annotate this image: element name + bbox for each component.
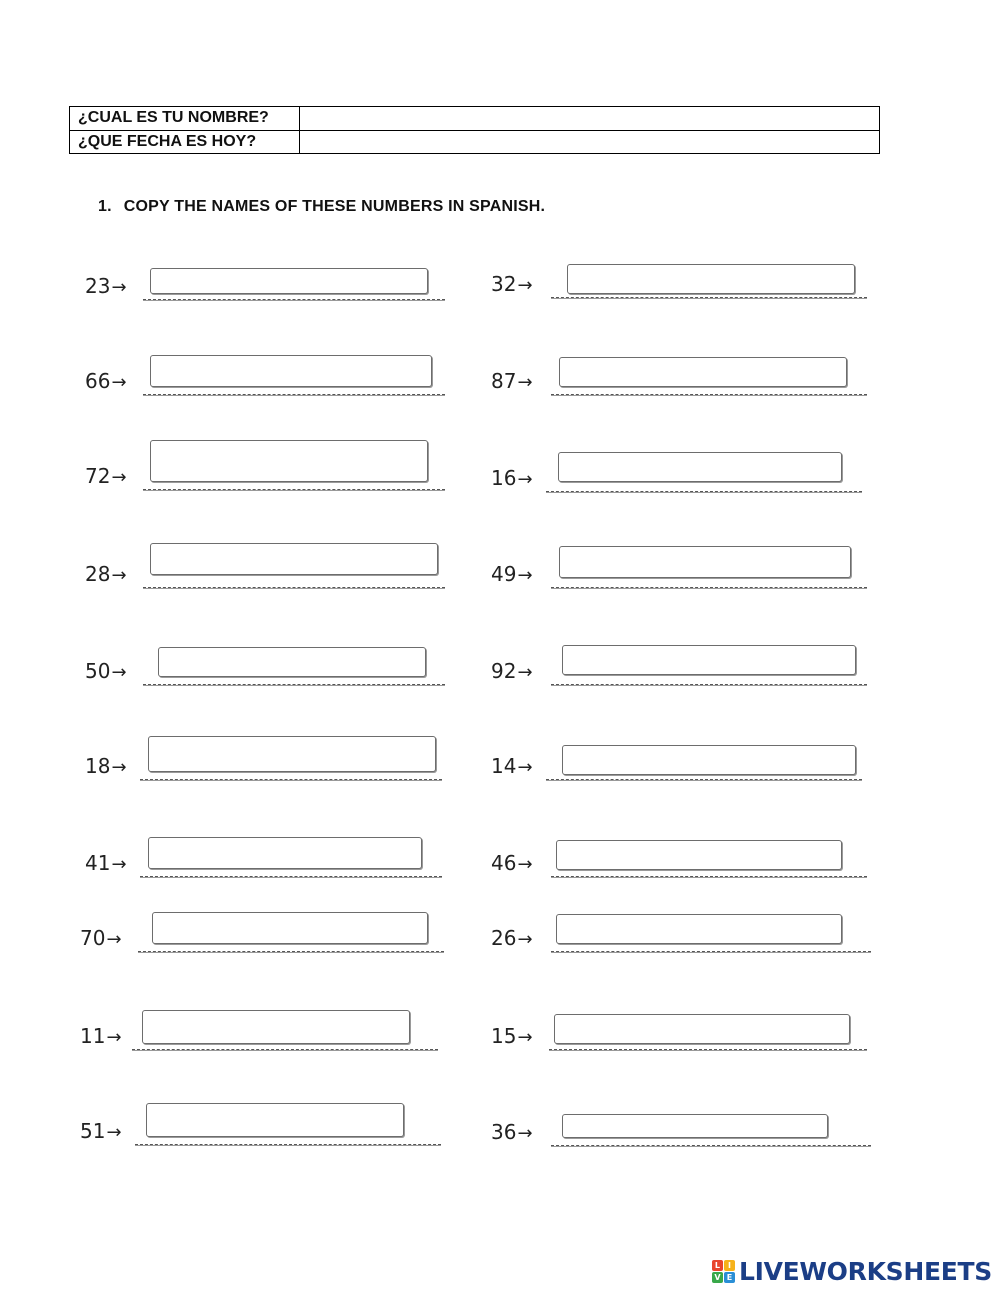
arrow-icon: → <box>111 372 127 393</box>
number-label <box>85 369 127 393</box>
answer-underline <box>546 491 862 492</box>
logo-block: I <box>724 1260 735 1271</box>
number-label <box>491 562 533 586</box>
answer-underline <box>546 779 862 780</box>
logo-blocks-icon <box>712 1260 735 1283</box>
arrow-icon: → <box>517 662 533 683</box>
answer-underline <box>551 297 867 298</box>
number-value: 28 <box>85 562 111 586</box>
answer-input[interactable] <box>556 914 842 944</box>
number-value: 18 <box>85 754 111 778</box>
answer-input[interactable] <box>150 268 428 294</box>
number-value: 15 <box>491 1024 517 1048</box>
exercise-item <box>85 645 445 685</box>
exercise-item <box>491 452 862 492</box>
number-label <box>80 926 122 950</box>
exercise-item <box>85 355 445 395</box>
arrow-icon: → <box>111 662 127 683</box>
number-value: 14 <box>491 754 517 778</box>
logo-block: L <box>712 1260 723 1271</box>
answer-underline <box>143 299 445 300</box>
exercise-item <box>85 837 442 877</box>
exercise-item <box>80 1105 441 1145</box>
date-cell <box>300 130 880 154</box>
number-value: 87 <box>491 369 517 393</box>
answer-input[interactable] <box>152 912 428 944</box>
arrow-icon: → <box>111 757 127 778</box>
number-label <box>85 754 127 778</box>
number-label <box>80 1024 122 1048</box>
answer-underline <box>143 394 445 395</box>
number-label <box>491 851 533 875</box>
number-value: 51 <box>80 1119 106 1143</box>
answer-underline <box>551 876 867 877</box>
answer-underline <box>549 1049 867 1050</box>
name-input[interactable] <box>300 107 879 129</box>
arrow-icon: → <box>517 1027 533 1048</box>
answer-underline <box>132 1049 438 1050</box>
arrow-icon: → <box>517 1123 533 1144</box>
instruction <box>98 198 545 216</box>
answer-underline <box>551 1145 871 1146</box>
exercise-item <box>491 740 862 780</box>
answer-underline <box>138 951 444 952</box>
answer-input[interactable] <box>150 440 428 482</box>
arrow-icon: → <box>517 565 533 586</box>
number-label <box>491 926 533 950</box>
name-row <box>70 107 880 131</box>
exercise-item <box>491 258 867 298</box>
answer-underline <box>551 587 867 588</box>
answer-input[interactable] <box>150 543 438 575</box>
arrow-icon: → <box>517 929 533 950</box>
answer-input[interactable] <box>556 840 842 870</box>
number-label <box>85 659 127 683</box>
answer-underline <box>140 876 442 877</box>
exercise-item <box>491 355 867 395</box>
exercise-item <box>80 912 444 952</box>
answer-input[interactable] <box>562 645 856 675</box>
answer-input[interactable] <box>559 357 847 387</box>
instruction-text: COPY THE NAMES OF THESE NUMBERS IN SPANISH. <box>123 198 546 215</box>
logo-block: V <box>712 1272 723 1283</box>
number-label <box>491 272 533 296</box>
exercise-item <box>491 1010 867 1050</box>
exercise-item <box>85 548 445 588</box>
number-value: 46 <box>491 851 517 875</box>
number-value: 70 <box>80 926 106 950</box>
number-label <box>491 659 533 683</box>
number-label <box>85 851 127 875</box>
answer-input[interactable] <box>142 1010 410 1044</box>
number-value: 50 <box>85 659 111 683</box>
arrow-icon: → <box>111 467 127 488</box>
answer-input[interactable] <box>558 452 842 482</box>
number-value: 66 <box>85 369 111 393</box>
arrow-icon: → <box>517 372 533 393</box>
number-label <box>491 369 533 393</box>
exercise-item <box>491 645 867 685</box>
number-value: 11 <box>80 1024 106 1048</box>
arrow-icon: → <box>111 277 127 298</box>
student-info-table <box>69 106 880 154</box>
date-input[interactable] <box>300 131 879 153</box>
answer-underline <box>143 684 445 685</box>
answer-underline <box>140 779 442 780</box>
exercise-item <box>491 912 871 952</box>
arrow-icon: → <box>111 854 127 875</box>
liveworksheets-logo <box>712 1257 992 1285</box>
exercise-item <box>491 548 867 588</box>
name-label: ¿CUAL ES TU NOMBRE? <box>70 107 300 131</box>
answer-underline <box>143 587 445 588</box>
exercise-item <box>491 837 867 877</box>
number-label <box>85 562 127 586</box>
answer-input[interactable] <box>559 546 851 578</box>
number-label <box>491 1024 533 1048</box>
number-value: 23 <box>85 274 111 298</box>
number-value: 41 <box>85 851 111 875</box>
name-cell <box>300 107 880 131</box>
exercise-item <box>85 450 445 490</box>
answer-input[interactable] <box>567 264 855 294</box>
exercise-item <box>491 1106 871 1146</box>
number-label <box>85 274 127 298</box>
number-label <box>85 464 127 488</box>
answer-underline <box>551 684 867 685</box>
number-label <box>491 754 533 778</box>
arrow-icon: → <box>517 469 533 490</box>
arrow-icon: → <box>111 565 127 586</box>
number-label <box>491 466 533 490</box>
number-value: 92 <box>491 659 517 683</box>
arrow-icon: → <box>106 1027 122 1048</box>
number-label <box>491 1120 533 1144</box>
answer-input[interactable] <box>148 837 422 869</box>
answer-underline <box>551 951 871 952</box>
instruction-number: 1. <box>98 198 112 215</box>
exercise-item <box>85 740 442 780</box>
answer-underline <box>135 1144 441 1145</box>
answer-input[interactable] <box>146 1103 404 1137</box>
exercise-item <box>80 1010 438 1050</box>
number-value: 26 <box>491 926 517 950</box>
arrow-icon: → <box>106 929 122 950</box>
answer-underline <box>143 489 445 490</box>
number-value: 49 <box>491 562 517 586</box>
answer-input[interactable] <box>148 736 436 772</box>
number-label <box>80 1119 122 1143</box>
logo-text: LIVEWORKSHEETS <box>738 1256 992 1286</box>
date-row <box>70 130 880 154</box>
number-value: 72 <box>85 464 111 488</box>
arrow-icon: → <box>517 757 533 778</box>
arrow-icon: → <box>517 275 533 296</box>
date-label: ¿QUE FECHA ES HOY? <box>70 130 300 154</box>
number-value: 16 <box>491 466 517 490</box>
answer-input[interactable] <box>554 1014 850 1044</box>
answer-input[interactable] <box>562 745 856 775</box>
answer-underline <box>551 394 867 395</box>
arrow-icon: → <box>106 1122 122 1143</box>
answer-input[interactable] <box>562 1114 828 1138</box>
number-value: 32 <box>491 272 517 296</box>
answer-input[interactable] <box>150 355 432 387</box>
exercise-item <box>85 260 445 300</box>
arrow-icon: → <box>517 854 533 875</box>
logo-block: E <box>724 1272 735 1283</box>
number-value: 36 <box>491 1120 517 1144</box>
answer-input[interactable] <box>158 647 426 677</box>
